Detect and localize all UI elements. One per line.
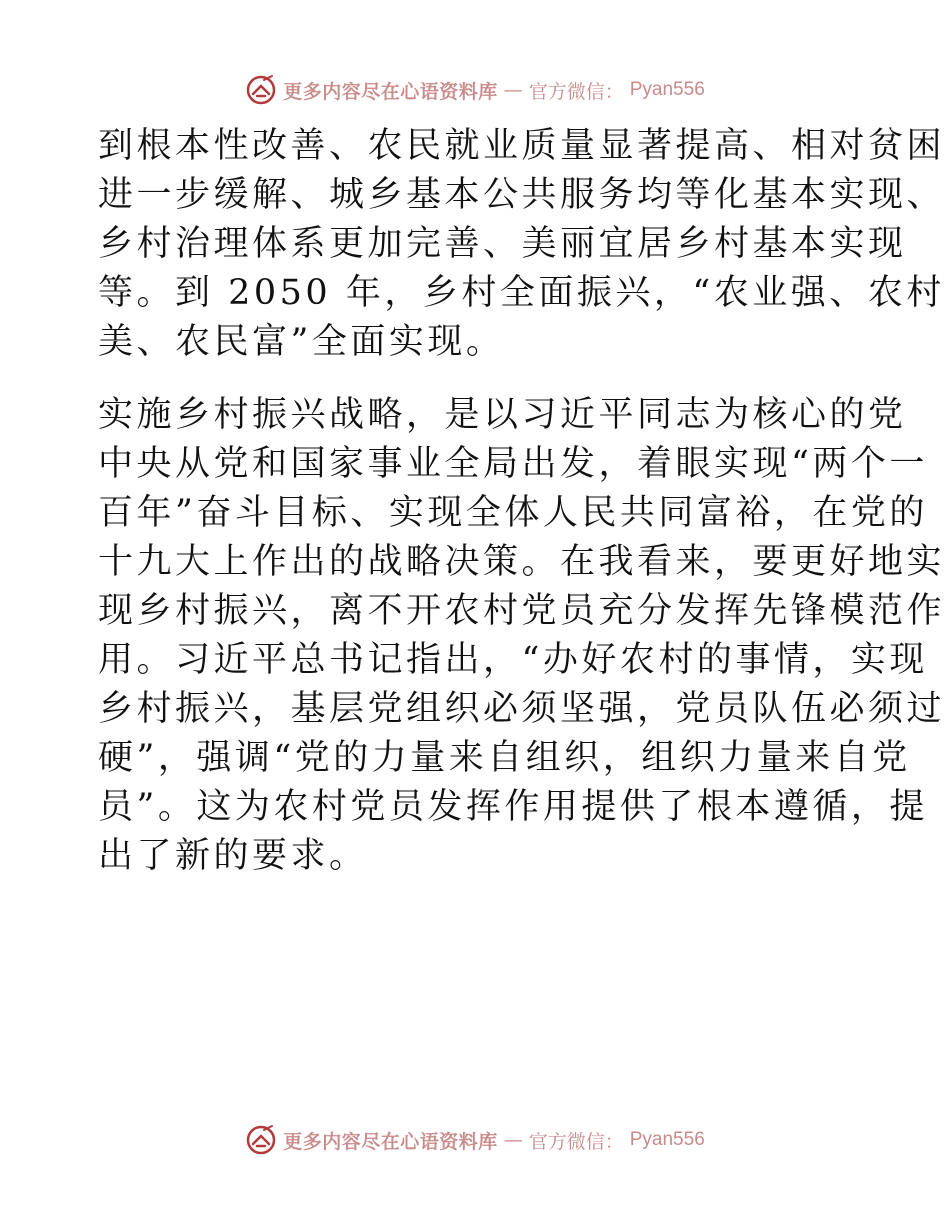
paragraph-1 <box>98 122 946 367</box>
document-body <box>98 122 946 881</box>
text-line: 实施乡村振兴战略，是以习近平同志为核心的党 <box>98 395 907 435</box>
banner-separator: — <box>503 1129 523 1151</box>
text-line: 进一步缓解、城乡基本公共服务均等化基本实现、 <box>98 175 946 215</box>
text-line: 员”。这为农村党员发挥作用提供了根本遵循，提 <box>98 787 928 827</box>
book-pen-logo-icon <box>245 74 277 106</box>
banner-wechat-label: 官方微信： <box>528 1130 624 1153</box>
footer-banner <box>0 1120 950 1160</box>
header-banner <box>0 70 950 110</box>
text-line: 十九大上作出的战略决策。在我看来，要更好地实 <box>98 542 946 582</box>
text-line: 用。习近平总书记指出，“办好农村的事情，实现 <box>98 640 928 680</box>
banner-wechat-label: 官方微信： <box>528 80 624 103</box>
text-line: 中央从党和国家事业全局出发，着眼实现“两个一 <box>98 444 928 484</box>
banner-wechat-id: Pyan556 <box>629 79 705 100</box>
book-pen-logo-icon <box>245 1124 277 1156</box>
banner-separator: — <box>503 79 523 101</box>
banner-title: 更多内容尽在心语资料库 <box>283 1130 498 1153</box>
text-line: 美、农民富”全面实现。 <box>98 322 505 362</box>
text-line: 出了新的要求。 <box>98 836 368 876</box>
text-line: 百年”奋斗目标、实现全体人民共同富裕，在党的 <box>98 493 928 533</box>
banner-wechat-id: Pyan556 <box>629 1129 705 1150</box>
paragraph-2 <box>98 391 946 881</box>
banner-title: 更多内容尽在心语资料库 <box>283 80 498 103</box>
text-line: 乡村振兴，基层党组织必须坚强，党员队伍必须过 <box>98 689 946 729</box>
text-line: 硬”，强调“党的力量来自组织，组织力量来自党 <box>98 738 911 778</box>
paragraph-gap <box>98 367 858 391</box>
text-line: 现乡村振兴，离不开农村党员充分发挥先锋模范作 <box>98 591 946 631</box>
text-line: 等。到 2050 年，乡村全面振兴，“农业强、农村 <box>98 273 945 313</box>
text-line: 乡村治理体系更加完善、美丽宜居乡村基本实现 <box>98 224 907 264</box>
text-line: 到根本性改善、农民就业质量显著提高、相对贫困 <box>98 126 946 166</box>
